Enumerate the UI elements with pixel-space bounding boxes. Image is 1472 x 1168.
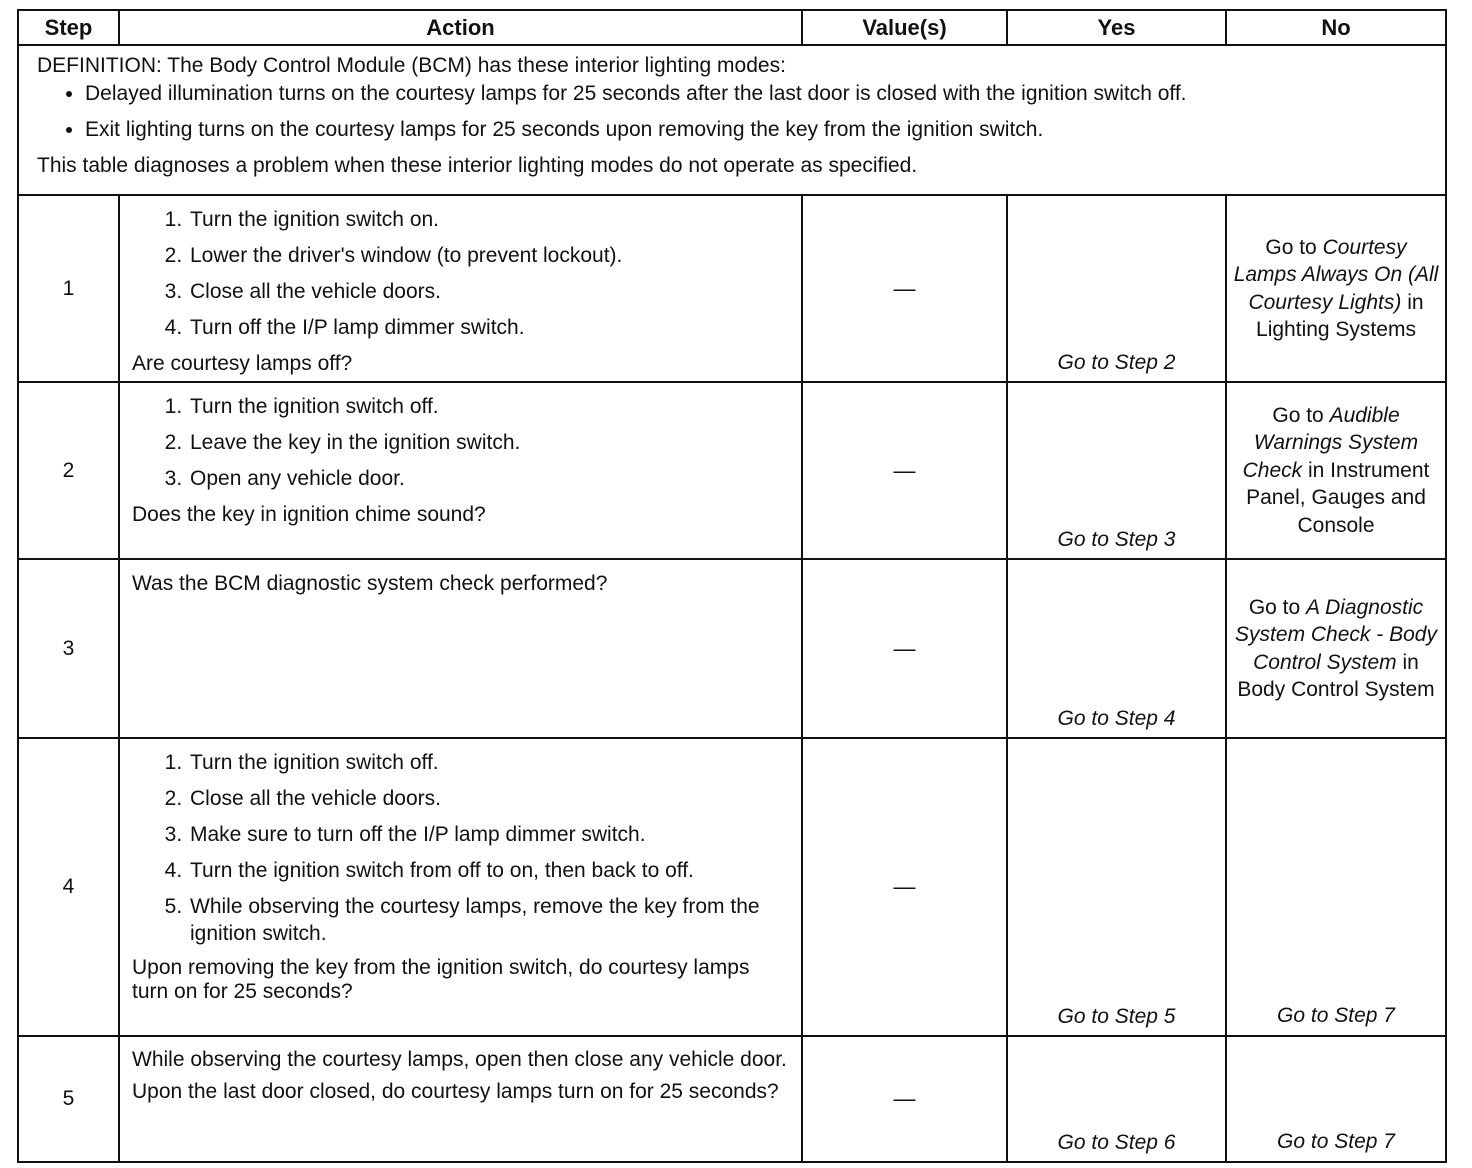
no-suffix: in Instrument Panel, Gauges and Console (1246, 458, 1430, 537)
no-cell (1226, 559, 1446, 738)
action-item: 3. Close all the vehicle doors. (188, 278, 791, 305)
table-row (18, 382, 1446, 559)
table-row (18, 738, 1446, 1036)
no-prefix: Go to (1248, 595, 1307, 619)
action-question: Does the key in ignition chime sound? (132, 503, 486, 526)
definition-outro: This table diagnoses a problem when these interior lighting modes do not operate as specified. (37, 154, 918, 177)
yes-cell: Go to Step 3 (1007, 382, 1226, 559)
definition-row (18, 45, 1446, 195)
step-number: 2 (18, 382, 119, 559)
header-action: Action (119, 10, 802, 45)
header-yes: Yes (1007, 10, 1226, 45)
header-step: Step (18, 10, 119, 45)
action-question: Are courtesy lamps off? (132, 352, 353, 375)
table-row (18, 195, 1446, 382)
action-item: 4. Turn off the I/P lamp dimmer switch. (188, 314, 791, 341)
action-item: 1. Turn the ignition switch off. (188, 749, 791, 776)
yes-cell: Go to Step 4 (1007, 559, 1226, 738)
action-item: 1. Turn the ignition switch off. (188, 393, 791, 420)
header-row (18, 10, 1446, 45)
value-cell: — (802, 195, 1007, 382)
step-number: 1 (18, 195, 119, 382)
action-item: 2. Lower the driver's window (to prevent lockout). (188, 242, 791, 269)
action-list (132, 206, 791, 341)
action-question: Was the BCM diagnostic system check performed? (132, 572, 608, 595)
action-item: 3. Make sure to turn off the I/P lamp dimmer switch. (188, 821, 791, 848)
action-cell (119, 738, 802, 1036)
definition-bullets (37, 82, 1435, 142)
no-reference: Audible Warnings System Check (1242, 403, 1419, 482)
definition-bullet: • Delayed illumination turns on the courtesy lamps for 25 seconds after the last door is closed with the ignition switch off. (85, 82, 1435, 106)
header-values: Value(s) (802, 10, 1007, 45)
step-number: 3 (18, 559, 119, 738)
no-prefix: Go to (1265, 235, 1323, 259)
diagnostic-table (17, 9, 1447, 1163)
value-cell: — (802, 559, 1007, 738)
action-cell (119, 195, 802, 382)
table-row (18, 1036, 1446, 1162)
no-cell (1226, 382, 1446, 559)
definition-bullet: • Exit lighting turns on the courtesy lamps for 25 seconds upon removing the key from the ignition switch. (85, 118, 1435, 142)
no-cell: Go to Step 7 (1226, 1036, 1446, 1162)
action-item: 4. Turn the ignition switch from off to on, then back to off. (188, 857, 791, 884)
no-reference: A Diagnostic System Check - Body Control System (1235, 595, 1437, 674)
step-number: 4 (18, 738, 119, 1036)
no-suffix: in Lighting Systems (1256, 290, 1424, 341)
action-cell (119, 382, 802, 559)
step-number: 5 (18, 1036, 119, 1162)
action-question: Upon the last door closed, do courtesy lamps turn on for 25 seconds? (132, 1080, 779, 1103)
no-cell (1226, 195, 1446, 382)
action-list (132, 393, 791, 492)
no-suffix: in Body Control System (1237, 650, 1435, 701)
action-item: 3. Open any vehicle door. (188, 465, 791, 492)
value-cell: — (802, 1036, 1007, 1162)
yes-cell: Go to Step 2 (1007, 195, 1226, 382)
action-question: Upon removing the key from the ignition switch, do courtesy lamps turn on for 25 seconds? (132, 956, 750, 1003)
value-cell: — (802, 738, 1007, 1036)
no-reference: Courtesy Lamps Always On (All Courtesy Lights) (1233, 235, 1439, 314)
yes-cell: Go to Step 6 (1007, 1036, 1226, 1162)
header-no: No (1226, 10, 1446, 45)
action-list (132, 749, 791, 947)
table-row (18, 559, 1446, 738)
action-item: 2. Leave the key in the ignition switch. (188, 429, 791, 456)
definition-intro: DEFINITION: The Body Control Module (BCM) has these interior lighting modes: (37, 54, 786, 77)
definition-cell (18, 45, 1446, 195)
action-item: 5. While observing the courtesy lamps, remove the key from the ignition switch. (188, 893, 791, 947)
value-cell: — (802, 382, 1007, 559)
action-cell (119, 559, 802, 738)
no-prefix: Go to (1272, 403, 1330, 427)
action-item: 1. Turn the ignition switch on. (188, 206, 791, 233)
no-cell: Go to Step 7 (1226, 738, 1446, 1036)
action-item: 2. Close all the vehicle doors. (188, 785, 791, 812)
action-cell (119, 1036, 802, 1162)
yes-cell: Go to Step 5 (1007, 738, 1226, 1036)
action-pre-question: While observing the courtesy lamps, open then close any vehicle door. (132, 1048, 787, 1071)
